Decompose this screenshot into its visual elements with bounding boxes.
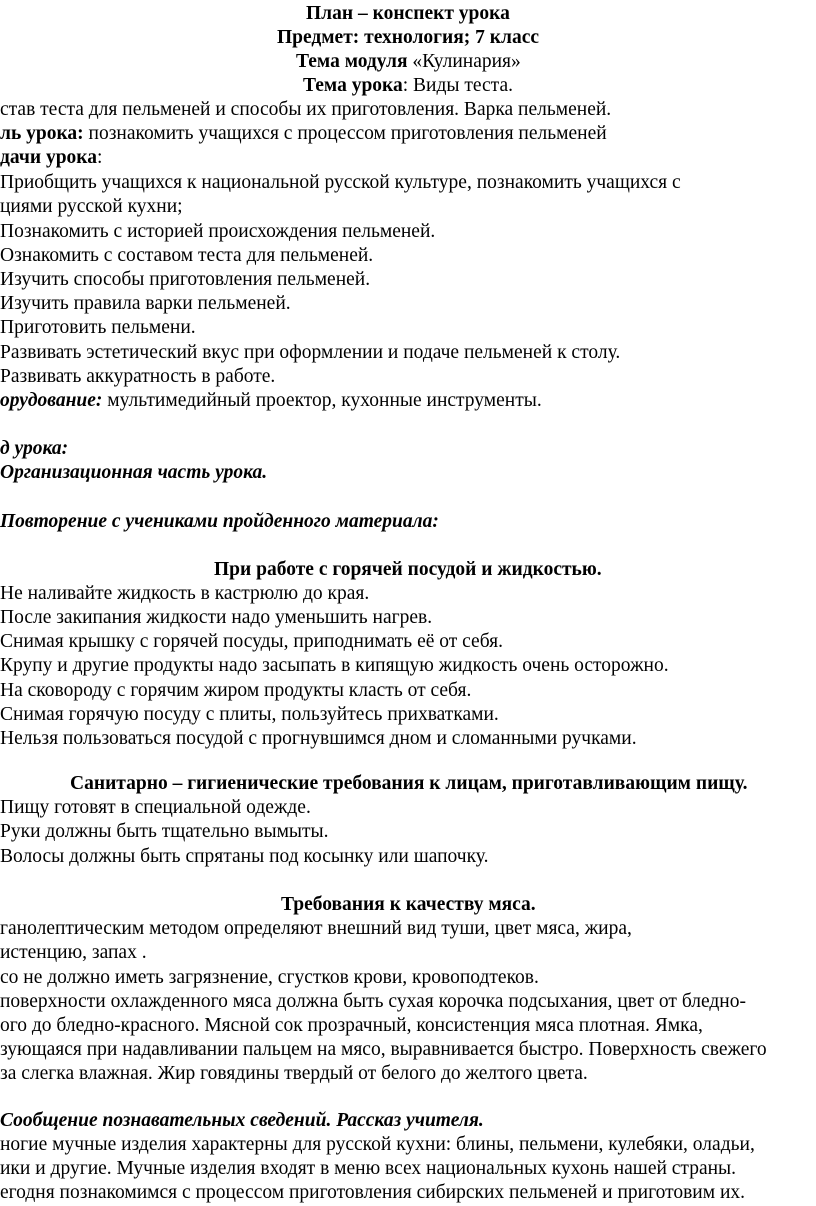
equipment-line [0, 389, 542, 413]
story-heading: Сообщение познавательных сведений. Рассказ учителя. [0, 1110, 484, 1131]
rule-item: Снимая крышку с горячей посуды, приподнимать её от себя. [0, 631, 503, 652]
org-part-heading: Организационная часть урока. [0, 462, 268, 483]
meat-line: поверхности охлажденного мяса должна быть сухая корочка подсыхания, цвет от бледно- [0, 991, 746, 1012]
task-item: Развивать аккуратность в работе. [0, 366, 276, 387]
task-item: Ознакомить с составом теста для пельменей. [0, 245, 374, 266]
task-item: Познакомить с историей происхождения пельменей. [0, 221, 436, 242]
meat-line: ого до бледно-красного. Мясной сок прозрачный, консистенция мяса плотная. Ямка, [0, 1015, 703, 1036]
doc-title: План – конспект урока [306, 3, 510, 24]
task-item: Изучить способы приготовления пельменей. [0, 269, 371, 290]
task-item: Приготовить пельмени. [0, 317, 196, 338]
meat-heading: Требования к качеству мяса. [281, 894, 536, 915]
lesson-composition: став теста для пельменей и способы их приготовления. Варка пельменей. [0, 99, 612, 120]
module-value: «Кулинария» [407, 51, 521, 72]
rule-item: Крупу и другие продукты надо засыпать в кипящую жидкость очень осторожно. [0, 655, 669, 676]
sanitary-item: Руки должны быть тщательно вымыты. [0, 821, 329, 842]
repeat-heading: Повторение с учениками пройденного материала: [0, 511, 439, 532]
rule-item: Нельзя пользоваться посудой с прогнувшимся дном и сломанными ручками. [0, 728, 637, 749]
story-line: ногие мучные изделия характерны для русской кухни: блины, пельмени, кулебяки, оладьи, [0, 1134, 755, 1155]
course-heading: д урока: [0, 438, 69, 459]
hot-dishes-heading: При работе с горячей посудой и жидкостью. [214, 559, 602, 580]
task-item: Развивать эстетический вкус при оформлении и подаче пельменей к столу. [0, 342, 621, 363]
task-item: циями русской кухни; [0, 196, 183, 217]
sanitary-item: Волосы должны быть спрятаны под косынку или шапочку. [0, 846, 489, 867]
goal-line [0, 122, 607, 146]
module-label: Тема модуля [296, 51, 408, 72]
meat-line: ганолептическим методом определяют внешний вид туши, цвет мяса, жира, [0, 918, 632, 939]
rule-item: Снимая горячую посуду с плиты, пользуйтесь прихватками. [0, 704, 499, 725]
equipment-label: орудование: [0, 390, 103, 411]
task-item: Приобщить учащихся к национальной русской культуре, познакомить учащихся с [0, 172, 681, 193]
topic-line [303, 74, 513, 98]
meat-line: зующаяся при надавливании пальцем на мясо, выравнивается быстро. Поверхность свежего [0, 1039, 767, 1060]
equipment-value: мультимедийный проектор, кухонные инструменты. [102, 390, 542, 411]
task-item: Изучить правила варки пельменей. [0, 293, 291, 314]
meat-line: со не должно иметь загрязнение, сгустков крови, кровоподтеков. [0, 967, 539, 988]
goal-label: ль урока: [0, 123, 84, 144]
sanitary-item: Пищу готовят в специальной одежде. [0, 797, 311, 818]
meat-line: за слегка влажная. Жир говядины твердый от белого до желтого цвета. [0, 1063, 588, 1084]
goal-value: познакомить учащихся с процессом приготовления пельменей [83, 123, 607, 144]
rule-item: На сковороду с горячим жиром продукты класть от себя. [0, 680, 472, 701]
rule-item: После закипания жидкости надо уменьшить нагрев. [0, 607, 433, 628]
sanitary-heading: Санитарно – гигиенические требования к лицам, приготавливающим пищу. [70, 773, 748, 794]
story-line: ики и другие. Мучные изделия входят в меню всех национальных кухонь нашей страны. [0, 1158, 737, 1179]
meat-line: истенцию, запах . [0, 942, 147, 963]
tasks-label: дачи урока [0, 147, 97, 168]
story-line: егодня познакомимся с процессом приготовления сибирских пельменей и приготовим их. [0, 1182, 746, 1203]
topic-label: Тема урока [303, 75, 403, 96]
rule-item: Не наливайте жидкость в кастрюлю до края. [0, 583, 370, 604]
tasks-heading [0, 146, 102, 170]
module-line [296, 50, 521, 74]
topic-value: : Виды теста. [402, 75, 513, 96]
tasks-colon: : [96, 147, 103, 168]
subject-line: Предмет: технология; 7 класс [277, 27, 540, 48]
